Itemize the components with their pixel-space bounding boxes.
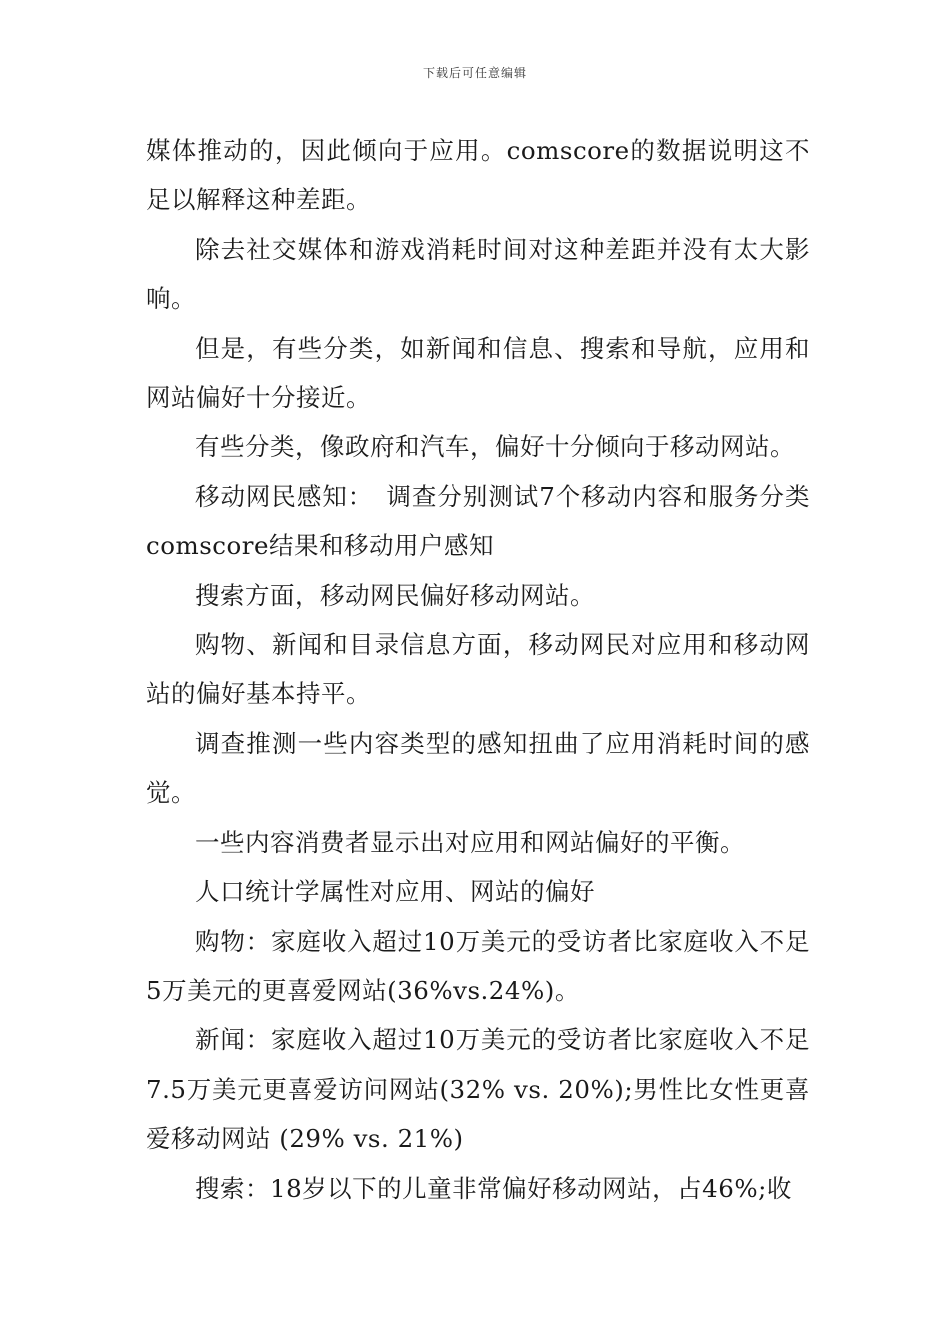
paragraph-5: 移动网民感知： 调查分别测试7个移动内容和服务分类 comscore结果和移动用户感知	[146, 481, 810, 561]
paragraph-3: 但是，有些分类，如新闻和信息、搜索和导航，应用和网站偏好十分接近。	[146, 333, 810, 413]
document-body	[146, 126, 810, 1213]
paragraph-8: 调查推测一些内容类型的感知扭曲了应用消耗时间的感觉。	[146, 728, 810, 808]
paragraph-7: 购物、新闻和目录信息方面，移动网民对应用和移动网站的偏好基本持平。	[146, 630, 810, 709]
paragraph-13: 搜索：18岁以下的儿童非常偏好移动网站，占46%;收	[195, 1173, 792, 1203]
paragraph-2: 除去社交媒体和游戏消耗时间对这种差距并没有太大影响。	[146, 234, 810, 314]
paragraph-1: 媒体推动的，因此倾向于应用。comscore的数据说明这不足以解释这种差距。	[146, 136, 810, 215]
paragraph-11: 购物：家庭收入超过10万美元的受访者比家庭收入不足5万美元的更喜爱网站(36%vs.24%)。	[146, 926, 810, 1005]
paragraph-9: 一些内容消费者显示出对应用和网站偏好的平衡。	[195, 827, 745, 857]
page-header: 下载后可任意编辑	[422, 66, 527, 80]
paragraph-10: 人口统计学属性对应用、网站的偏好	[195, 877, 595, 907]
paragraph-6: 搜索方面，移动网民偏好移动网站。	[195, 580, 595, 610]
paragraph-4: 有些分类，像政府和汽车，偏好十分倾向于移动网站。	[195, 432, 795, 462]
paragraph-12: 新闻：家庭收入超过10万美元的受访者比家庭收入不足7.5万美元更喜爱访问网站(32% vs. 20%);男性比女性更喜爱移动网站 (29% vs. 21%)	[146, 1025, 810, 1154]
